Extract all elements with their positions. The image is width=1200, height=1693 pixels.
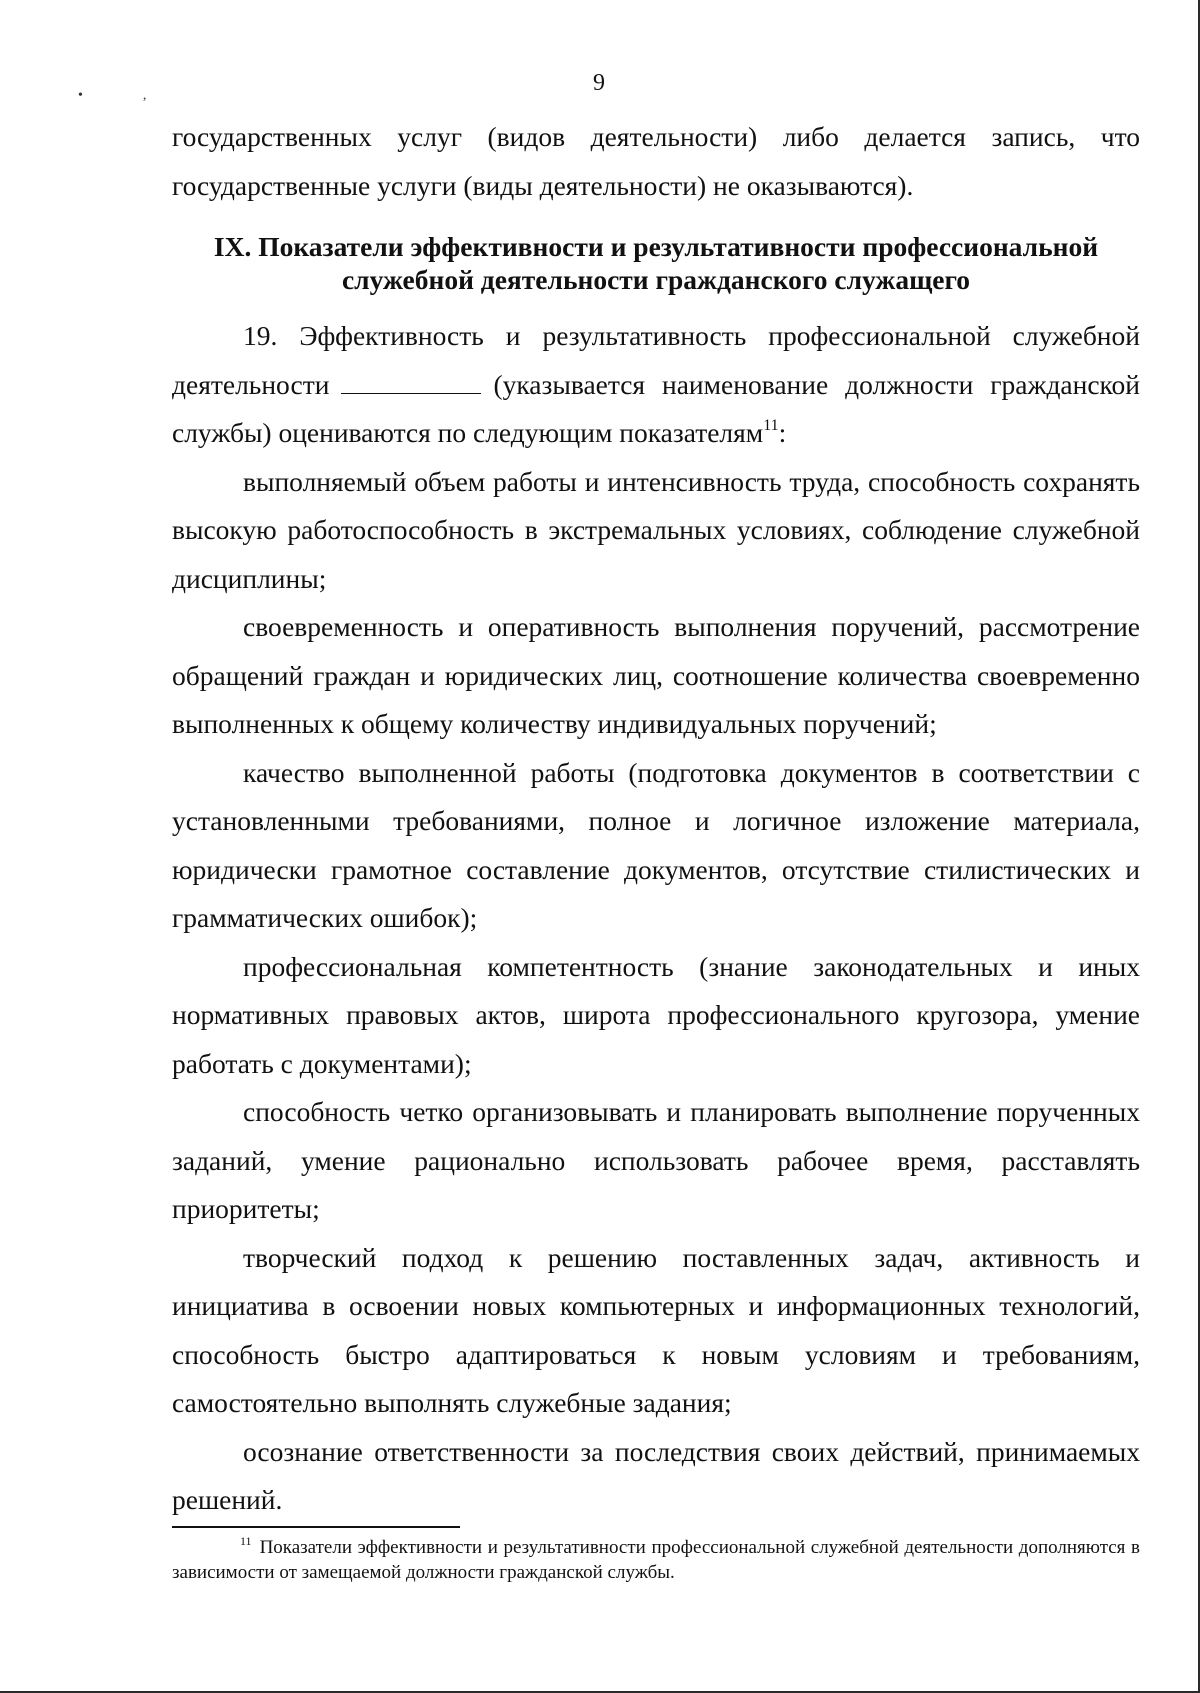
clause-19-part-2: (указывается наименование должности гражданской службы) оцениваются по следующим показателям <box>172 368 1140 448</box>
footnote-divider <box>172 1526 460 1528</box>
page-number: 9 <box>593 70 605 96</box>
indicator-item: способность четко организовывать и планировать выполнение порученных заданий, умение рационально использовать рабочее время, расставлять приоритеты; <box>172 1096 1140 1224</box>
indicator-item: профессиональная компетентность (знание законодательных и иных нормативных правовых актов, широта профессионального кругозора, умение работать с документами); <box>172 950 1140 1079</box>
scan-specks: • , <box>78 88 147 103</box>
section-heading-line-1: IX. Показатели эффективности и результативности профессиональной <box>213 231 1099 262</box>
section-heading <box>172 230 1140 296</box>
document-body <box>172 113 1140 1525</box>
footnote-text: Показатели эффективности и результативности профессиональной служебной деятельности дополняются в зависимости от замещаемой должности гражданской службы. <box>172 1537 1140 1583</box>
footnote-reference[interactable]: 11 <box>763 417 779 434</box>
clause-19-part-1: 19. Эффективность и результативность профессиональной служебной деятельности <box>172 320 1140 400</box>
indicator-item: творческий подход к решению поставленных задач, активность и инициатива в освоении новых компьютерных и информационных технологий, способность быстро адаптироваться к новым условиям и требованиям, самостоятельно выполнять служебные задания; <box>172 1241 1140 1418</box>
footnote-mark: 11 <box>240 1534 252 1548</box>
indicator-item: осознание ответственности за последствия своих действий, принимаемых решений. <box>172 1435 1140 1515</box>
footnote <box>172 1535 1140 1585</box>
indicator-item: своевременность и оперативность выполнения поручений, рассмотрение обращений граждан и юридических лиц, соотношение количества своевременно выполненных к общему количеству индивидуальных поручений; <box>172 611 1140 739</box>
blank-position-field <box>341 367 481 394</box>
section-heading-line-2: служебной деятельности гражданского служащего <box>341 264 971 295</box>
indicator-item: выполняемый объем работы и интенсивность труда, способность сохранять высокую работоспособность в экстремальных условиях, соблюдение служебной дисциплины; <box>172 465 1140 594</box>
clause-19 <box>172 312 1140 458</box>
clause-19-part-3: : <box>778 417 787 448</box>
indicator-item: качество выполненной работы (подготовка документов в соответствии с установленными требованиями, полное и логичное изложение материала, юридически грамотное составление документов, отсутствие стилистических и грамматических ошибок); <box>172 756 1140 933</box>
paragraph-continuation: государственных услуг (видов деятельности) либо делается запись, что государственные услуги (виды деятельности) не оказываются). <box>172 121 1140 201</box>
